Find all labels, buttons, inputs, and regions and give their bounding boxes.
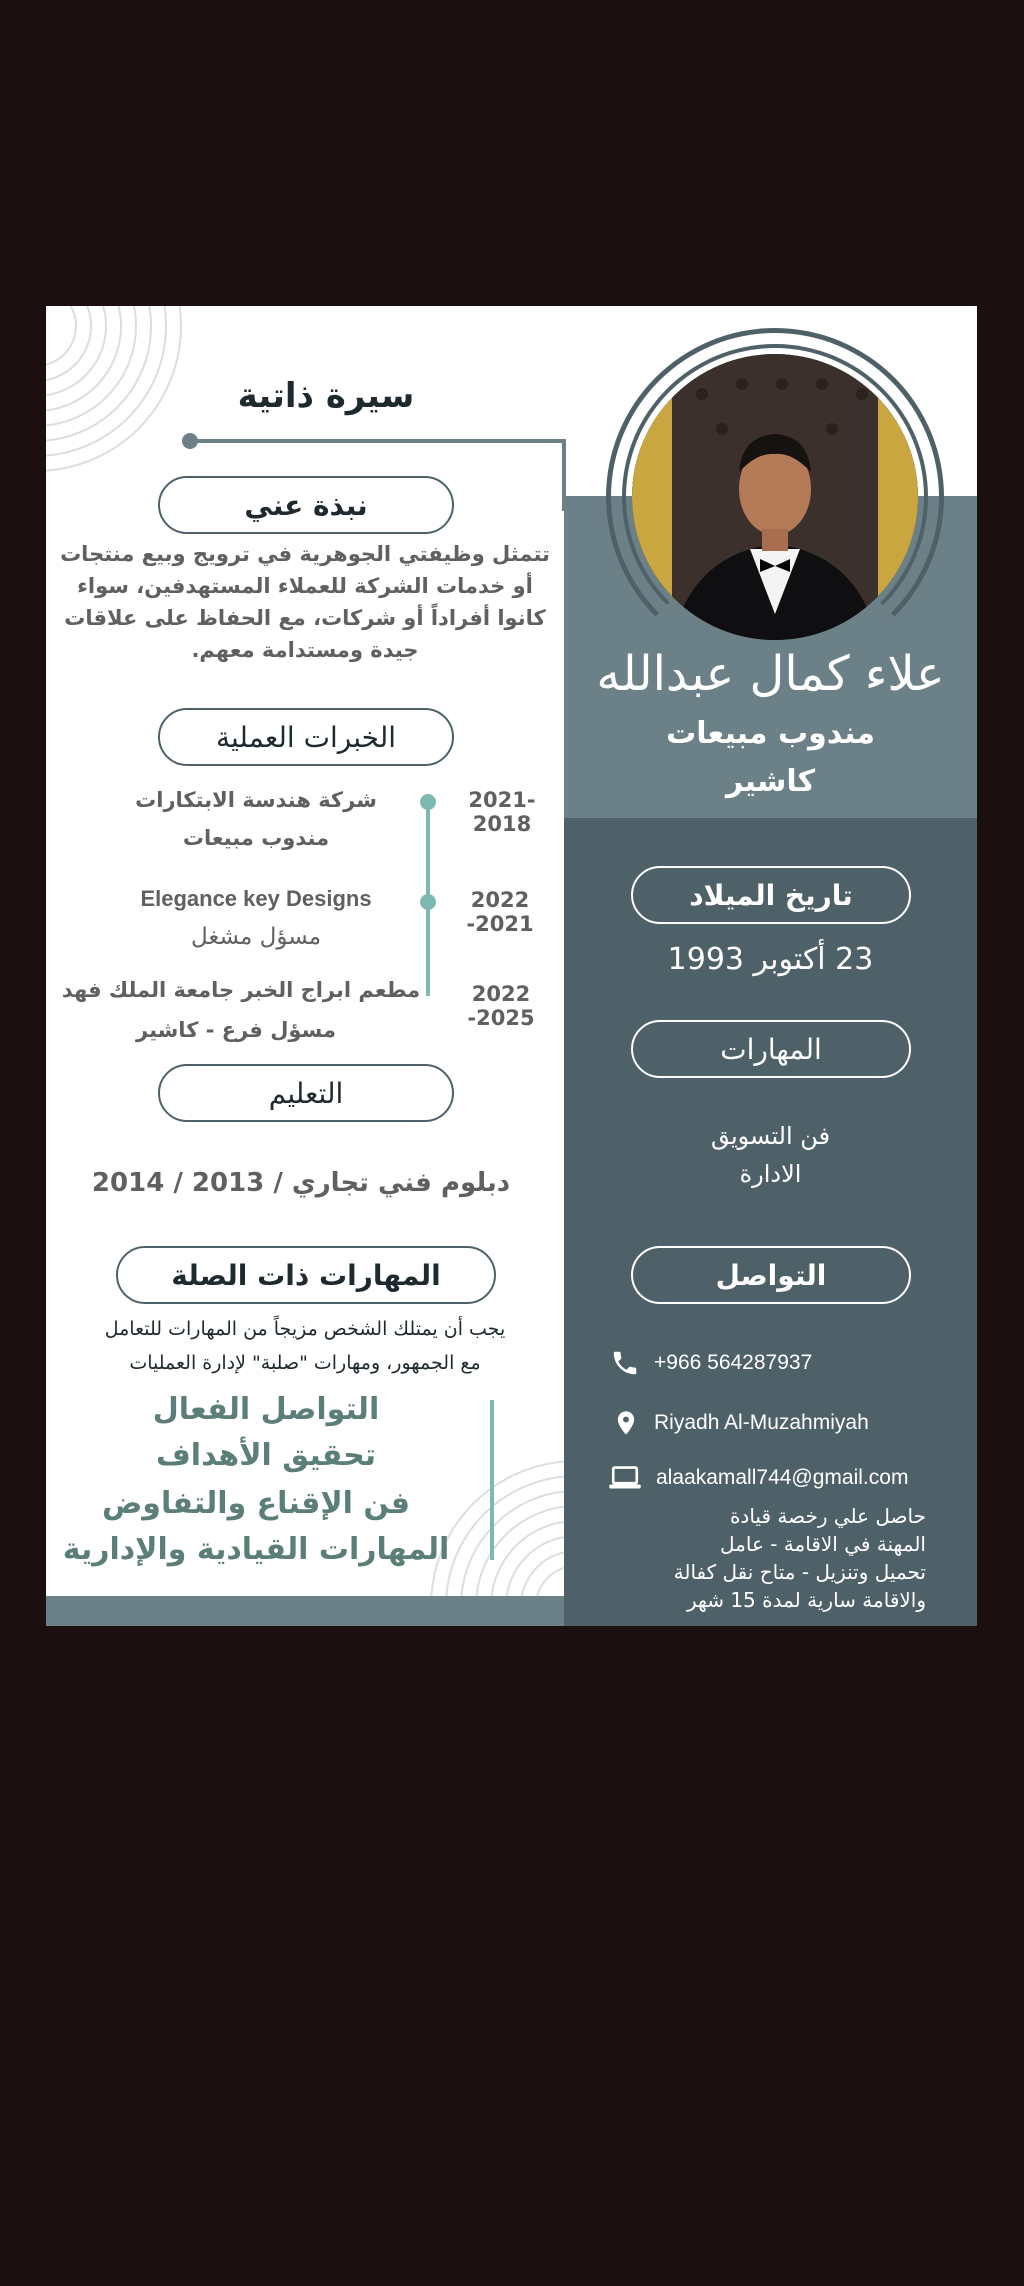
related-skills-intro-1: يجب أن يمتلك الشخص مزيجاً من المهارات للتعامل (104, 1318, 506, 1340)
timeline-dot (420, 894, 436, 910)
phone-number[interactable]: +966 564287937 (654, 1351, 813, 1374)
skill-item: فن الإقناع والتفاوض (101, 1486, 411, 1521)
about-heading: نبذة عني (158, 476, 454, 534)
email-row[interactable] (608, 1464, 908, 1492)
location-row (612, 1408, 869, 1438)
contact-note-line: تحميل وتنزيل - متاح نقل كفالة (673, 1560, 926, 1584)
cv-page (46, 306, 977, 1626)
location-pin-icon (612, 1408, 640, 1438)
page-title: سيرة ذاتية (237, 376, 415, 416)
contact-heading: التواصل (631, 1246, 911, 1304)
job-title-1: مندوب مبيعات (666, 716, 875, 751)
related-skills-line (490, 1400, 494, 1560)
email-address[interactable]: alaakamall744@gmail.com (656, 1466, 909, 1489)
exp-role-1: مندوب مبيعات (182, 826, 330, 850)
exp-company-3: مطعم ابراج الخبر جامعة الملك فهد (61, 978, 421, 1002)
contact-note-line: المهنة في الاقامة - عامل (719, 1532, 926, 1556)
experience-heading: الخبرات العملية (158, 708, 454, 766)
exp-role-3: مسؤل فرع - كاشير (136, 1018, 336, 1042)
contact-note-line: حاصل علي رخصة قيادة (729, 1504, 926, 1528)
exp-role-2: مسؤل مشغل (190, 924, 322, 950)
timeline-dot (420, 794, 436, 810)
skill-item: التواصل الفعال (152, 1392, 380, 1427)
bottom-strip (46, 1596, 564, 1626)
contact-note (606, 1502, 926, 1614)
skills-item: فن التسويق (710, 1122, 831, 1150)
skills-heading: المهارات (631, 1020, 911, 1078)
exp-company-1: شركة هندسة الابتكارات (135, 788, 377, 812)
exp-years-3: 2022 -2025 (467, 982, 535, 1030)
birth-heading: تاريخ الميلاد (631, 866, 911, 924)
phone-icon (610, 1348, 640, 1378)
related-skills-heading: المهارات ذات الصلة (116, 1246, 496, 1304)
about-text (46, 538, 564, 666)
birth-value: 23 أكتوبر 1993 (667, 942, 874, 977)
exp-years-1: 2021-2018 (468, 788, 536, 836)
job-title-2: كاشير (725, 764, 816, 799)
about-line: كانوا أفراداً أو شركات، مع الحفاظ على علاقات (64, 606, 546, 630)
exp-company-2: Elegance key Designs (140, 886, 372, 911)
profile-name: علاء كمال عبدالله (596, 646, 945, 702)
skill-item: المهارات القيادية والإدارية (62, 1532, 450, 1567)
profile-photo (632, 354, 918, 640)
related-skills-intro-2: مع الجمهور، ومهارات "صلبة" لإدارة العمليات (129, 1352, 481, 1374)
contact-note-line: والاقامة سارية لمدة 15 شهر (686, 1588, 926, 1612)
location-text: Riyadh Al-Muzahmiyah (654, 1411, 869, 1434)
laptop-icon (608, 1464, 642, 1492)
skill-item: تحقيق الأهداف (155, 1438, 377, 1473)
education-heading: التعليم (158, 1064, 454, 1122)
about-line: جيدة ومستدامة معهم. (191, 638, 419, 662)
about-line: أو خدمات الشركة للعملاء المستهدفين، سواء (77, 574, 533, 598)
skills-item: الادارة (739, 1160, 802, 1188)
education-entry: دبلوم فني تجاري / 2013 / 2014 (91, 1168, 511, 1198)
about-line: تتمثل وظيفتي الجوهرية في ترويج وبيع منتجات (60, 542, 550, 566)
phone-row[interactable] (610, 1348, 812, 1378)
exp-years-2: 2022 -2021 (466, 888, 534, 936)
